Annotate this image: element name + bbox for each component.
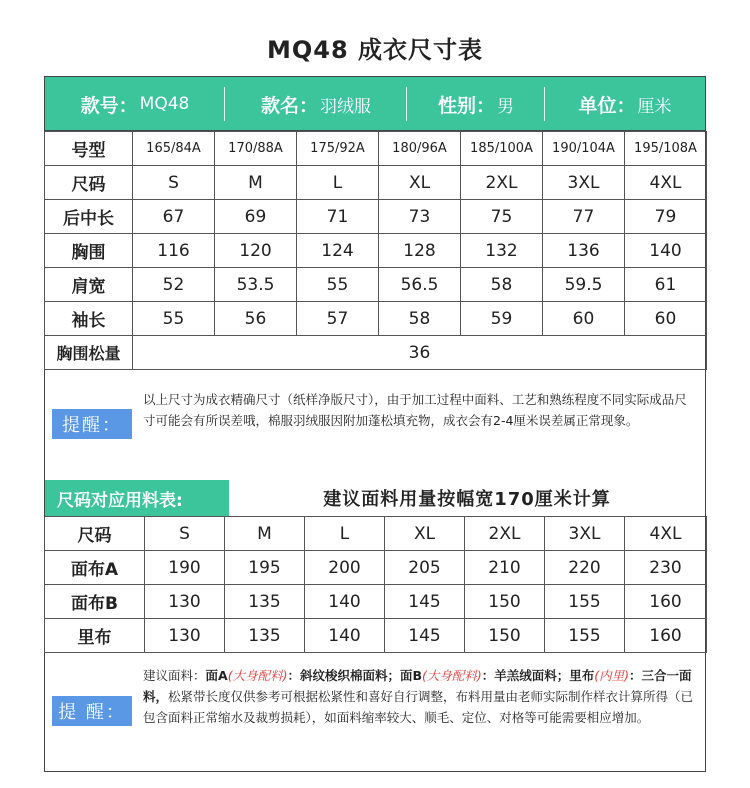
fabric-cell: 160 [625,619,707,653]
unit-label: 单位： [578,94,636,117]
size-cell: M [215,166,297,200]
size-cell: 128 [379,234,461,268]
size-row-label: 号型 [45,132,133,166]
size-row-label: 尺码 [45,166,133,200]
fabric-cell: M [225,517,305,551]
info-header-bar [45,77,705,131]
size-cell: 185/100A [461,132,543,166]
size-row [45,166,707,200]
note-fabric [45,653,705,771]
size-cell: 75 [461,200,543,234]
size-cell: 67 [133,200,215,234]
size-cell: 175/92A [297,132,379,166]
note-fabric-text: 建议面料：面A(大身配料)：斜纹梭织棉面料；面B(大身配料)：羊羔绒面料；里布(内里)：三合一面料，松紧带长度仅供参考可根据松紧性和喜好自行调整，布料用量由老师实际制作样衣计算所得（已包含面料正常缩水及裁剪损耗），如面料缩率较大、顺毛、定位、对格等可能需要相应增加。 [143,668,694,725]
size-chart-frame [44,76,706,772]
size-cell: L [297,166,379,200]
fabric-cell: 190 [145,551,225,585]
fabric-cell: S [145,517,225,551]
size-cell: 69 [215,200,297,234]
size-cell: 180/96A [379,132,461,166]
fabric-cell: 3XL [545,517,625,551]
size-cell: XL [379,166,461,200]
fabric-cell: 135 [225,585,305,619]
size-cell: 140 [625,234,707,268]
note-size-accuracy-text: 以上尺寸为成衣精确尺寸（纸样净版尺寸），由于加工过程中面料、工艺和熟练程度不同实际成品尺寸可能会有所误差哦，棉服羽绒服因附加蓬松填充物，成衣会有2-4厘米误差属正常现象。 [143,392,687,428]
fabric-cell: 150 [465,585,545,619]
fabric-cell: 130 [145,585,225,619]
size-cell: 3XL [543,166,625,200]
fabric-cell: 200 [305,551,385,585]
size-cell: 124 [297,234,379,268]
fabric-width-note: 建议面料用量按幅宽170厘米计算 [323,489,611,510]
fabric-cell: 230 [625,551,707,585]
unit [545,77,705,131]
fabric-cell: 220 [545,551,625,585]
fabric-row [45,551,707,585]
fabric-cell: 145 [385,585,465,619]
size-cell: 55 [297,268,379,302]
size-cell: 136 [543,234,625,268]
size-cell: 79 [625,200,707,234]
size-cell: 165/84A [133,132,215,166]
fabric-header-bar [45,480,705,516]
size-cell: 61 [625,268,707,302]
style-number [45,77,225,131]
fabric-cell: 205 [385,551,465,585]
gender-value: 男 [497,96,514,117]
style-number-value: MQ48 [139,94,190,114]
size-table [44,131,707,370]
fabric-cell: 145 [385,619,465,653]
size-cell: 56 [215,302,297,336]
size-cell: 57 [297,302,379,336]
fabric-row-label: 里布 [45,619,145,653]
size-cell: 60 [543,302,625,336]
note-size-accuracy [45,373,705,489]
fabric-cell: 140 [305,619,385,653]
fabric-cell: L [305,517,385,551]
size-cell: 190/104A [543,132,625,166]
fabric-cell: 155 [545,619,625,653]
fabric-row [45,585,707,619]
reminder-badge-2: 提 醒： [52,696,132,726]
fabric-cell: 195 [225,551,305,585]
size-row-label: 胸围 [45,234,133,268]
size-row [45,268,707,302]
size-row-label: 肩宽 [45,268,133,302]
unit-value: 厘米 [637,96,672,117]
size-cell: 71 [297,200,379,234]
fabric-cell: 130 [145,619,225,653]
fabric-header-row [45,517,707,551]
fabric-cell: 155 [545,585,625,619]
fabric-cell: 150 [465,619,545,653]
style-number-label: 款号： [80,94,138,117]
size-cell: 60 [625,302,707,336]
fabric-cell: 210 [465,551,545,585]
size-cell: 55 [133,302,215,336]
fabric-row-label: 面布A [45,551,145,585]
size-row-label: 后中长 [45,200,133,234]
style-name [225,77,407,131]
ease-value: 36 [133,336,707,370]
size-row [45,200,707,234]
fabric-row-label: 尺码 [45,517,145,551]
size-cell: 52 [133,268,215,302]
size-cell: 58 [461,268,543,302]
size-cell: 132 [461,234,543,268]
fabric-table [44,516,707,653]
size-cell: 77 [543,200,625,234]
fabric-cell: 2XL [465,517,545,551]
size-cell: 2XL [461,166,543,200]
size-row [45,234,707,268]
gender-label: 性别： [437,94,495,117]
fabric-table-title: 尺码对应用料表: [45,480,229,516]
size-cell: 170/88A [215,132,297,166]
size-cell: S [133,166,215,200]
size-row [45,302,707,336]
reminder-badge: 提醒： [52,409,132,439]
size-cell: 59 [461,302,543,336]
size-row-label: 袖长 [45,302,133,336]
fabric-cell: 4XL [625,517,707,551]
size-cell: 120 [215,234,297,268]
fabric-cell: 160 [625,585,707,619]
fabric-row-label: 面布B [45,585,145,619]
size-cell: 53.5 [215,268,297,302]
fabric-cell: XL [385,517,465,551]
size-cell: 56.5 [379,268,461,302]
size-cell: 116 [133,234,215,268]
fabric-cell: 135 [225,619,305,653]
size-cell: 73 [379,200,461,234]
size-cell: 195/108A [625,132,707,166]
ease-label: 胸围松量 [45,336,133,370]
size-row [45,132,707,166]
style-name-value: 羽绒服 [320,96,371,117]
size-cell: 59.5 [543,268,625,302]
page-title: MQ48 成衣尺寸表 [266,36,484,64]
size-cell: 58 [379,302,461,336]
ease-row [45,336,707,370]
gender [407,77,545,131]
size-cell: 4XL [625,166,707,200]
style-name-label: 款名： [260,94,318,117]
fabric-row [45,619,707,653]
fabric-cell: 140 [305,585,385,619]
